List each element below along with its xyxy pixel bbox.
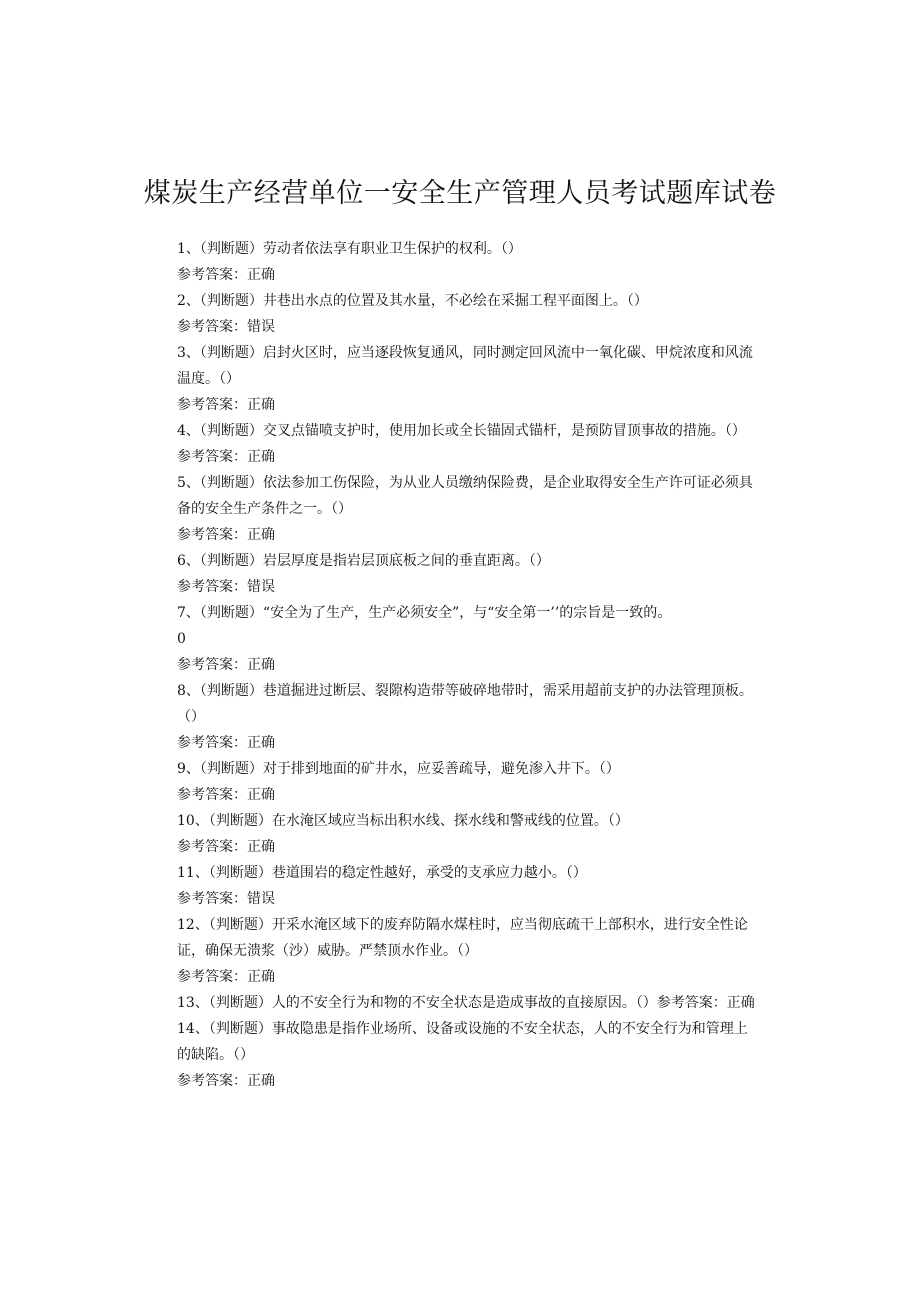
- answer-14: 参考答案：正确: [177, 1073, 275, 1089]
- question-3: 3、（判断题）启封火区时，应当逐段恢复通风，同时测定回风流中一氧化碳、甲烷浓度和风流温度。（）: [177, 345, 753, 387]
- question-7-tail: 0: [177, 631, 186, 647]
- question-9: 9、（判断题）对于排到地面的矿井水，应妥善疏导，避免渗入井下。（）: [177, 761, 620, 777]
- question-10: 10、（判断题）在水淹区域应当标出积水线、探水线和警戒线的位置。（）: [177, 813, 629, 829]
- question-list: [177, 236, 755, 1094]
- answer-8: 参考答案：正确: [177, 735, 275, 751]
- question-14: 14、（判断题）事故隐患是指作业场所、设备或设施的不安全状态，人的不安全行为和管理上的缺陷。（）: [177, 1021, 748, 1063]
- answer-3: 参考答案：正确: [177, 397, 275, 413]
- question-5: 5、（判断题）依法参加工伤保险，为从业人员缴纳保险费，是企业取得安全生产许可证必须具备的安全生产条件之一。（）: [177, 475, 753, 517]
- question-13: 13、（判断题）人的不安全行为和物的不安全状态是造成事故的直接原因。（）参考答案：正确: [177, 995, 755, 1011]
- question-12: 12、（判断题）开采水淹区域下的废弃防隔水煤柱时，应当彻底疏干上部积水，进行安全性论证，确保无溃浆（沙）威胁。严禁顶水作业。（）: [177, 917, 748, 959]
- question-7: 7、（判断题）“安全为了生产，生产必须安全”，与“安全第一’’的宗旨是一致的。: [177, 605, 672, 621]
- question-6: 6、（判断题）岩层厚度是指岩层顶底板之间的垂直距离。（）: [177, 553, 550, 569]
- answer-2: 参考答案：错误: [177, 319, 275, 335]
- document-title: 煤炭生产经营单位一安全生产管理人员考试题库试卷: [143, 178, 777, 209]
- answer-6: 参考答案：错误: [177, 579, 275, 595]
- answer-5: 参考答案：正确: [177, 527, 275, 543]
- question-8: 8、（判断题）巷道掘进过断层、裂隙构造带等破碎地带时，需采用超前支护的办法管理顶板。（）: [177, 683, 753, 725]
- question-2: 2、（判断题）井巷出水点的位置及其水量，不必绘在采掘工程平面图上。（）: [177, 293, 648, 309]
- answer-7: 参考答案：正确: [177, 657, 275, 673]
- question-1: 1、（判断题）劳动者依法享有职业卫生保护的权利。（）: [177, 241, 522, 257]
- answer-1: 参考答案：正确: [177, 267, 275, 283]
- answer-11: 参考答案：错误: [177, 891, 275, 907]
- answer-9: 参考答案：正确: [177, 787, 275, 803]
- answer-10: 参考答案：正确: [177, 839, 275, 855]
- answer-12: 参考答案：正确: [177, 969, 275, 985]
- answer-4: 参考答案：正确: [177, 449, 275, 465]
- question-11: 11、（判断题）巷道围岩的稳定性越好，承受的支承应力越小。（）: [177, 865, 587, 881]
- question-4: 4、（判断题）交叉点锚喷支护时，使用加长或全长锚固式锚杆，是预防冒顶事故的措施。（）: [177, 423, 746, 439]
